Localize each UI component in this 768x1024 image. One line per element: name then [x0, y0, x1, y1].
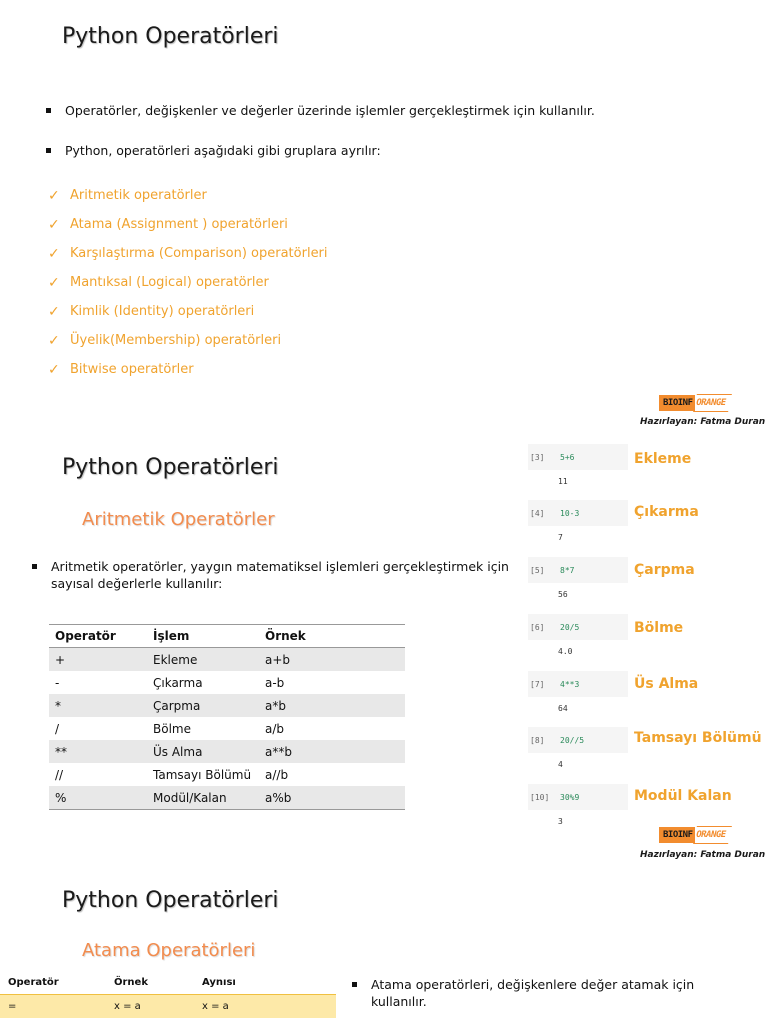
- code-input: [528, 557, 628, 583]
- group-label: Bitwise operatörler: [70, 362, 194, 377]
- column-header: Operatör: [49, 625, 147, 648]
- table-cell: +: [49, 648, 147, 672]
- slide3-subtitle: Atama Operatörleri: [82, 940, 256, 961]
- operation-label: Çıkarma: [634, 504, 699, 520]
- cell-prompt: [3]: [530, 452, 545, 462]
- table-row: [49, 740, 405, 763]
- slide2-title: Python Operatörleri: [62, 455, 279, 480]
- assignment-operators-table: [0, 971, 336, 1018]
- table-row: [49, 786, 405, 810]
- table-cell: =: [0, 995, 106, 1019]
- operator-group-item: [48, 239, 328, 268]
- checkmark-icon: ✓: [48, 332, 60, 349]
- code-cell: [528, 444, 628, 486]
- cell-prompt: [6]: [530, 622, 545, 632]
- table-cell: a/b: [265, 721, 285, 736]
- table-cell: /: [55, 721, 60, 736]
- table-row: [49, 648, 405, 672]
- slide3-bullet: [352, 976, 712, 1010]
- table-cell: Bölme: [153, 721, 191, 736]
- column-header: Operatör: [0, 971, 106, 995]
- cell-code: 5+6: [560, 452, 575, 462]
- slide2-bullet: [32, 558, 522, 592]
- cell-output: 4.0: [558, 647, 573, 656]
- operation-label: Çarpma: [634, 562, 695, 578]
- table-row: [0, 995, 336, 1019]
- cell-code: 8*7: [560, 565, 575, 575]
- table-cell: Çarpma: [147, 694, 259, 717]
- code-input: [528, 444, 628, 470]
- table-cell: a*b: [259, 694, 405, 717]
- checkmark-icon: ✓: [48, 245, 60, 262]
- cell-output: 4: [558, 760, 563, 769]
- bullet-square-icon: [46, 108, 51, 113]
- checkmark-icon: ✓: [48, 361, 60, 378]
- cell-code: 10-3: [560, 508, 580, 518]
- cell-code: 20//5: [560, 735, 585, 745]
- group-label: Kimlik (Identity) operatörleri: [70, 304, 255, 319]
- table-header-row: [49, 625, 405, 648]
- table-row: [49, 671, 405, 694]
- code-input: [528, 500, 628, 526]
- group-label: Atama (Assignment ) operatörleri: [70, 217, 288, 232]
- table-cell: Ekleme: [147, 648, 259, 672]
- group-label: Üyelik(Membership) operatörleri: [70, 333, 282, 348]
- code-cell: [528, 500, 628, 542]
- code-cell: [528, 671, 628, 713]
- table-cell: Çıkarma: [153, 675, 203, 690]
- bullet-square-icon: [352, 982, 357, 987]
- table-cell: a+b: [259, 648, 405, 672]
- table-header-row: [0, 971, 336, 995]
- bioinforange-logo: [659, 824, 739, 846]
- slide3-title: Python Operatörleri: [62, 888, 279, 913]
- cell-output: 7: [558, 533, 563, 542]
- cell-prompt: [4]: [530, 508, 545, 518]
- table-cell: -: [55, 675, 60, 690]
- group-label: Karşılaştırma (Comparison) operatörleri: [70, 246, 328, 261]
- code-input: [528, 614, 628, 640]
- table-cell: //: [55, 767, 64, 782]
- code-cell: [528, 614, 628, 656]
- operator-group-item: [48, 210, 328, 239]
- cell-code: 30%9: [560, 792, 580, 802]
- table-cell: a-b: [265, 675, 285, 690]
- table-row: [49, 694, 405, 717]
- logo-text-left: BIOINF: [659, 395, 695, 411]
- slide1-bullet-2: [46, 142, 726, 159]
- cell-prompt: [7]: [530, 679, 545, 689]
- bioinforange-logo: [659, 392, 739, 414]
- table-cell: x = a: [194, 995, 336, 1019]
- operation-label: Modül Kalan: [634, 788, 732, 804]
- slide2-subtitle: Aritmetik Operatörler: [82, 509, 275, 530]
- logo-text-right: ORANGE: [693, 826, 731, 844]
- table-cell: %: [49, 786, 147, 810]
- operator-group-item: [48, 268, 328, 297]
- slide1-title: Python Operatörleri: [62, 24, 279, 49]
- table-cell: Tamsayı Bölümü: [153, 767, 252, 782]
- bullet-text: Operatörler, değişkenler ve değerler üzerinde işlemler gerçekleştirmek için kullanılır.: [65, 103, 595, 118]
- bullet-square-icon: [46, 148, 51, 153]
- column-header: Örnek: [106, 971, 194, 995]
- cell-output: 56: [558, 590, 568, 599]
- table-cell: Üs Alma: [147, 740, 259, 763]
- column-header: İşlem: [147, 625, 259, 648]
- table-cell: a**b: [259, 740, 405, 763]
- code-input: [528, 784, 628, 810]
- table-row: [49, 717, 405, 740]
- cell-code: 20/5: [560, 622, 580, 632]
- operator-group-item: [48, 326, 328, 355]
- cell-prompt: [5]: [530, 565, 545, 575]
- code-cell: [528, 727, 628, 769]
- group-label: Aritmetik operatörler: [70, 188, 207, 203]
- cell-prompt: [8]: [530, 735, 545, 745]
- column-header: Aynısı: [194, 971, 336, 995]
- code-cell: [528, 784, 628, 826]
- arithmetic-operators-table: [49, 624, 405, 810]
- bullet-text: Aritmetik operatörler, yaygın matematiksel işlemleri gerçekleştirmek için sayısal değerlerle kullanılır:: [51, 559, 509, 591]
- operation-label: Bölme: [634, 620, 684, 636]
- logo-text-right: ORANGE: [693, 394, 731, 412]
- operator-group-list: [48, 181, 328, 384]
- code-input: [528, 671, 628, 697]
- cell-output: 11: [558, 477, 568, 486]
- checkmark-icon: ✓: [48, 274, 60, 291]
- cell-prompt: [10]: [530, 792, 550, 802]
- operation-label: Tamsayı Bölümü: [634, 730, 762, 746]
- cell-output: 3: [558, 817, 563, 826]
- cell-code: 4**3: [560, 679, 580, 689]
- slide1-bullet-1: [46, 102, 726, 119]
- table-cell: a%b: [259, 786, 405, 810]
- table-cell: a//b: [265, 767, 289, 782]
- code-cell: [528, 557, 628, 599]
- cell-output: 64: [558, 704, 568, 713]
- checkmark-icon: ✓: [48, 303, 60, 320]
- column-header: Örnek: [259, 625, 405, 648]
- bullet-text: Atama operatörleri, değişkenlere değer atamak için kullanılır.: [371, 977, 695, 1009]
- checkmark-icon: ✓: [48, 187, 60, 204]
- table-cell: *: [49, 694, 147, 717]
- group-label: Mantıksal (Logical) operatörler: [70, 275, 269, 290]
- operator-group-item: [48, 297, 328, 326]
- operation-label: Ekleme: [634, 451, 692, 467]
- author-credit: Hazırlayan: Fatma Duran: [640, 417, 766, 427]
- table-cell: x = a: [106, 995, 194, 1019]
- author-credit: Hazırlayan: Fatma Duran: [640, 850, 766, 860]
- bullet-text: Python, operatörleri aşağıdaki gibi gruplara ayrılır:: [65, 143, 381, 158]
- table-cell: **: [49, 740, 147, 763]
- operator-group-item: [48, 355, 328, 384]
- table-cell: Modül/Kalan: [147, 786, 259, 810]
- bullet-square-icon: [32, 564, 37, 569]
- logo-text-left: BIOINF: [659, 827, 695, 843]
- code-input: [528, 727, 628, 753]
- checkmark-icon: ✓: [48, 216, 60, 233]
- operation-label: Üs Alma: [634, 676, 699, 692]
- operator-group-item: [48, 181, 328, 210]
- table-row: [49, 763, 405, 786]
